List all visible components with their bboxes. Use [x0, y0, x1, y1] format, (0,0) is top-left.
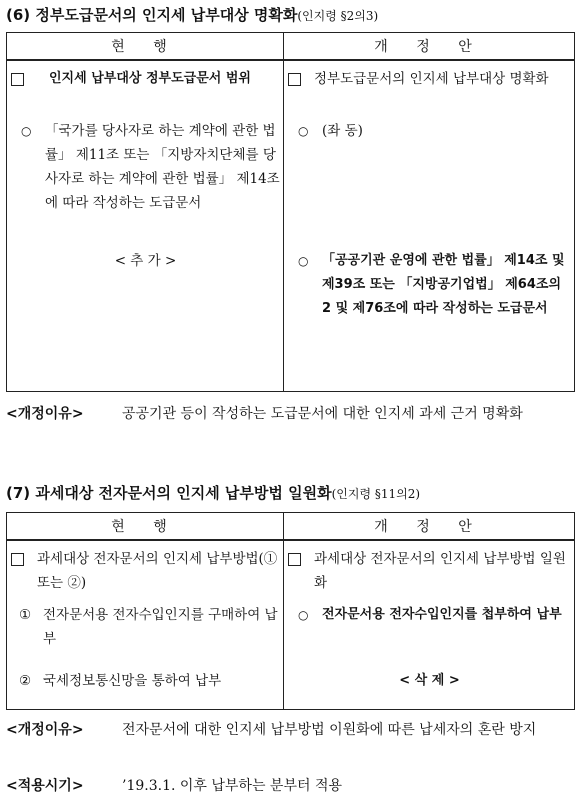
section7-title: (7) 과세대상 전자문서의 인지세 납부방법 일원화(인지령 §11의2) — [6, 484, 421, 502]
section6-reason: <개정이유> 공공기관 등이 작성하는 도급문서에 대한 인지세 과세 근거 명확화 — [6, 406, 523, 422]
circle-bullet-icon: ○ — [298, 608, 309, 622]
current-column — [7, 541, 283, 709]
revised-header: 개 정 안 — [284, 513, 575, 541]
current-header: 현 행 — [7, 33, 284, 61]
revised-item-clarify: 정부도급문서의 인지세 납부대상 명확화 — [288, 67, 568, 91]
current-item-contract-law: ○ 「국가를 당사자로 하는 계약에 관한 법률」 제11조 또는 「지방자치단체를 당사자로 하는 계약에 관한 법률」 제14조에 따라 작성하는 도급문서 — [21, 119, 281, 215]
section7-reason: <개정이유> 전자문서에 대한 인지세 납부방법 이원화에 따른 납세자의 혼란 방지 — [6, 722, 537, 738]
current-header: 현 행 — [7, 513, 284, 541]
current-add-placeholder: < 추 가 > — [114, 253, 177, 269]
current-column — [7, 61, 283, 391]
square-bullet-icon — [288, 73, 301, 86]
section6-title: (6) 정부도급문서의 인지세 납부대상 명확화(인지령 §2의3) — [6, 6, 379, 24]
revised-column — [284, 541, 574, 709]
section7-table — [6, 512, 575, 710]
revised-item-public-institution: ○ 「공공기관 운영에 관한 법률」 제14조 및 제39조 또는 「지방공기업법」 제64조의2 및 제76조에 따라 작성하는 도급문서 — [298, 249, 568, 321]
section6-table — [6, 32, 575, 392]
circle-bullet-icon: ○ — [298, 254, 309, 268]
revised-item-unify: 과세대상 전자문서의 인지세 납부방법 일원화 — [288, 547, 568, 595]
current-item-purchase: ① 전자문서용 전자수입인지를 구매하여 납부 — [19, 607, 278, 647]
section7-apply-date: <적용시기> ’19.3.1. 이후 납부하는 분부터 적용 — [6, 778, 342, 794]
square-bullet-icon — [11, 553, 24, 566]
current-item-methods: 과세대상 전자문서의 인지세 납부방법(① 또는 ②) — [11, 547, 281, 595]
revised-column — [284, 61, 574, 391]
revised-item-attach: ○ 전자문서용 전자수입인지를 첩부하여 납부 — [298, 603, 568, 627]
circle-bullet-icon: ○ — [298, 124, 309, 138]
current-item-scope: 인지세 납부대상 정부도급문서 범위 — [11, 67, 281, 91]
circle-bullet-icon: ○ — [21, 124, 32, 138]
current-item-network: ② 국세정보통신망을 통하여 납부 — [19, 673, 222, 689]
square-bullet-icon — [11, 73, 24, 86]
revised-delete-placeholder: < 삭 제 > — [399, 673, 460, 688]
revised-header: 개 정 안 — [284, 33, 575, 61]
revised-item-same: ○ (좌 동) — [298, 119, 568, 143]
square-bullet-icon — [288, 553, 301, 566]
